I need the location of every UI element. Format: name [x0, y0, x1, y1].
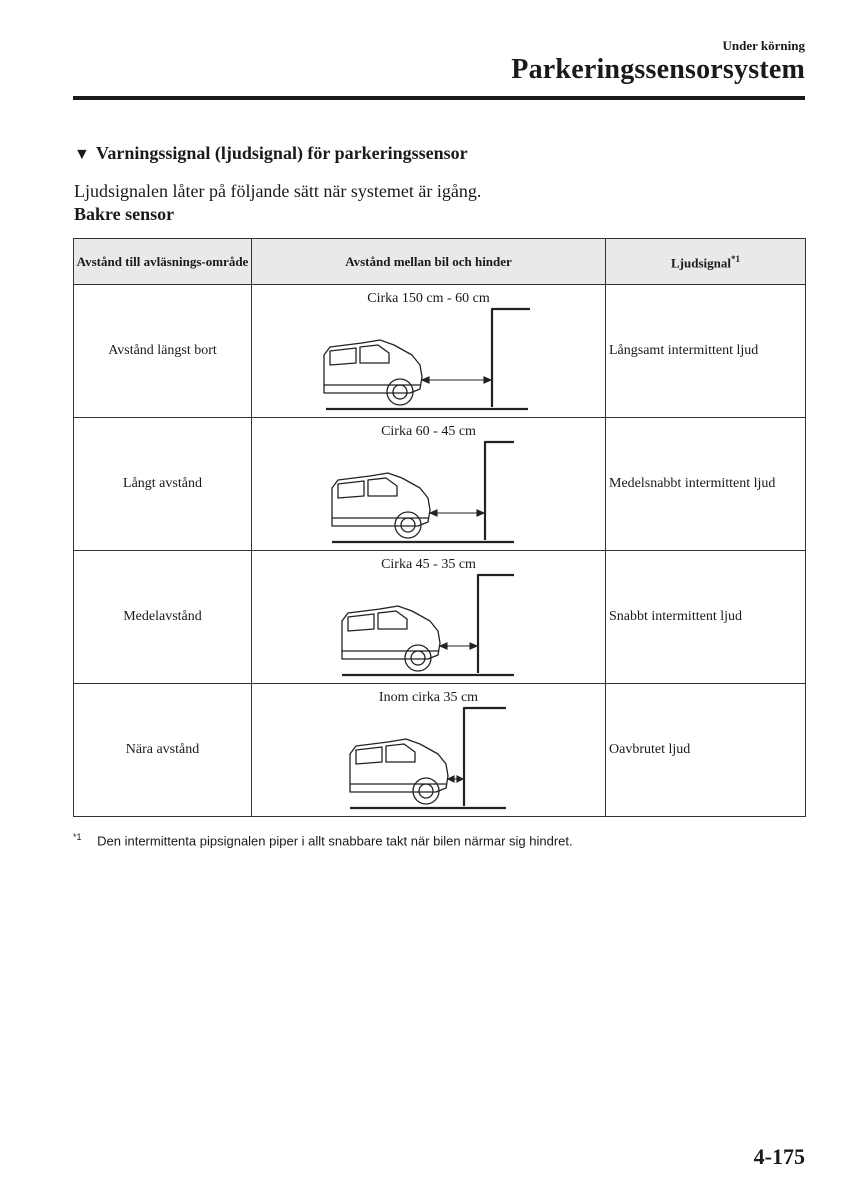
range-cell: Medelavstånd [74, 551, 252, 684]
distance-cell [252, 551, 606, 684]
table-row [74, 684, 806, 817]
distance-cell [252, 684, 606, 817]
page-number: 4-175 [753, 1144, 805, 1169]
header-distance [252, 239, 606, 285]
footnote-ref: *1 [730, 254, 740, 265]
signal-table [73, 238, 806, 817]
header-range-label: Avstånd till avläsnings-område [76, 254, 249, 269]
range-cell: Långt avstånd [74, 418, 252, 551]
header-section-label: Under körning [722, 38, 805, 53]
distance-caption: Cirka 60 - 45 cm [381, 424, 476, 439]
distance-caption: Cirka 45 - 35 cm [381, 557, 476, 572]
signal-cell: Medelsnabbt intermittent ljud [606, 418, 806, 551]
header-rule [73, 96, 805, 100]
footnote-mark: *1 [73, 832, 82, 842]
distance-caption: Inom cirka 35 cm [378, 690, 479, 705]
intro-text: Ljudsignalen låter på följande sätt när systemet är igång. [74, 181, 482, 201]
signal-cell: Snabbt intermittent ljud [606, 551, 806, 684]
triangle-down-icon: ▼ [74, 146, 90, 163]
header-signal-label: Ljudsignal [671, 255, 731, 271]
subheading: Bakre sensor [74, 204, 175, 224]
page-title: Parkeringssensorsystem [511, 54, 805, 85]
header-distance-label: Avstånd mellan bil och hinder [345, 254, 512, 269]
car-distance-illustration [252, 285, 606, 417]
range-cell: Avstånd längst bort [74, 285, 252, 418]
distance-cell [252, 285, 606, 418]
section-heading-text: Varningssignal (ljudsignal) för parkeringssensor [96, 143, 468, 163]
footnote [73, 832, 573, 848]
range-cell: Nära avstånd [74, 684, 252, 817]
table-row [74, 285, 806, 418]
header-range [74, 239, 252, 285]
table-row [74, 418, 806, 551]
distance-cell [252, 418, 606, 551]
footnote-text: Den intermittenta pipsignalen piper i allt snabbare takt när bilen närmar sig hindret. [97, 833, 573, 849]
car-distance-illustration [252, 418, 606, 550]
table-header-row [74, 239, 806, 285]
table-row [74, 551, 806, 684]
car-distance-illustration [252, 684, 606, 816]
car-distance-illustration [252, 551, 606, 683]
signal-cell: Långsamt intermittent ljud [606, 285, 806, 418]
distance-caption: Cirka 150 cm - 60 cm [367, 291, 490, 306]
header-signal [606, 239, 806, 285]
section-heading [74, 143, 468, 164]
signal-cell: Oavbrutet ljud [606, 684, 806, 817]
